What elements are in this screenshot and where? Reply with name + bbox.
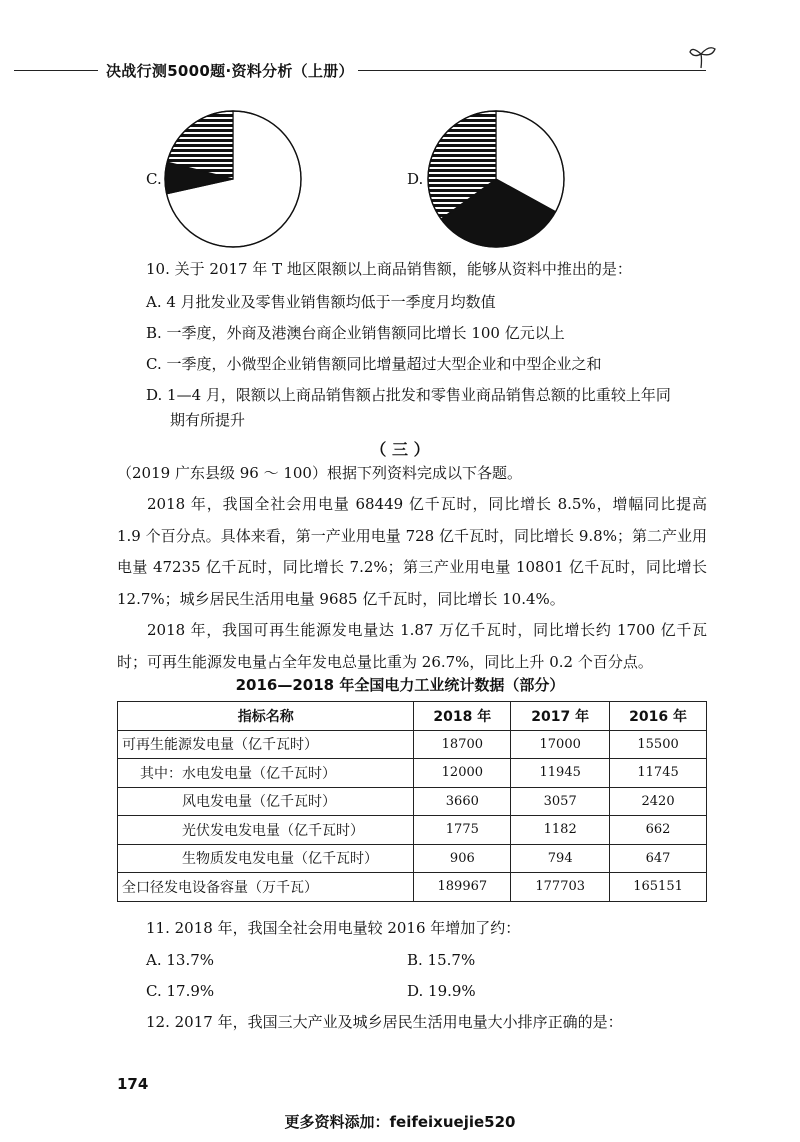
table-row (118, 844, 707, 873)
row-label: 可再生能源发电量（亿千瓦时） (118, 730, 414, 759)
cell-2016: 165151 (610, 873, 707, 902)
section-source: （2019 广东县级 96 ～ 100）根据下列资料完成以下各题。 (117, 464, 522, 482)
cell-2016: 662 (610, 816, 707, 845)
cell-2017: 3057 (511, 787, 610, 816)
running-header (14, 58, 719, 82)
question-11-option-c: C. 17.9% (146, 982, 215, 1000)
header-rule-left (14, 70, 98, 71)
cell-2018: 12000 (414, 759, 511, 788)
row-label: 生物质发电发电量（亿千瓦时） (118, 844, 414, 873)
pie-label-d: D. (407, 170, 424, 188)
cell-2016: 11745 (610, 759, 707, 788)
sprout-icon (688, 40, 718, 70)
question-12-stem: 12. 2017 年，我国三大产业及城乡居民生活用电量大小排序正确的是： (146, 1013, 623, 1031)
question-11-option-d: D. 19.9% (407, 982, 476, 1000)
paragraph-1: 2018 年，我国全社会用电量 68449 亿千瓦时，同比增长 8.5%，增幅同比提高 1.9 个百分点。具体来看，第一产业用电量 728 亿千瓦时，同比增长 9.8%；第二产业用电量 47235 亿千瓦时，同比增长 7.2%；第三产业用电量 10801 亿千瓦时，同比增长 12.7%；城乡居民生活用电量 9685 亿千瓦时，同比增长 10.4%。 (117, 495, 707, 608)
cell-2017: 794 (511, 844, 610, 873)
section-title: （ 三 ） (370, 440, 430, 459)
cell-2017: 177703 (511, 873, 610, 902)
table-title: 2016—2018 年全国电力工业统计数据（部分） (235, 676, 565, 694)
cell-2018: 906 (414, 844, 511, 873)
row-label: 风电发电量（亿千瓦时） (118, 787, 414, 816)
header-rule-right (358, 70, 706, 71)
question-10-option-d-cont: 期有所提升 (170, 411, 246, 429)
header-title: 决战行测5000题·资料分析（上册） (106, 62, 354, 80)
row-label: 全口径发电设备容量（万千瓦） (118, 873, 414, 902)
row-label: 光伏发电发电量（亿千瓦时） (118, 816, 414, 845)
page-number: 174 (117, 1075, 149, 1093)
question-10-option-d: D. 1—4 月，限额以上商品销售额占批发和零售业商品销售总额的比重较上年同 (146, 386, 671, 404)
row-label: 其中：水电发电量（亿千瓦时） (118, 759, 414, 788)
question-10-option-a: A. 4 月批发业及零售业销售额均低于一季度月均数值 (146, 293, 496, 311)
table-header-cell: 2016 年 (610, 702, 707, 731)
question-10-option-c: C. 一季度，小微型企业销售额同比增量超过大型企业和中型企业之和 (146, 355, 602, 373)
cell-2016: 647 (610, 844, 707, 873)
question-10-option-b: B. 一季度，外商及港澳台商企业销售额同比增长 100 亿元以上 (146, 324, 565, 342)
paragraph-2: 2018 年，我国可再生能源发电量达 1.87 万亿千瓦时，同比增长约 1700 亿千瓦时；可再生能源发电量占全年发电总量比重为 26.7%，同比上升 0.2 个百分点。 (117, 621, 707, 671)
table-row (118, 730, 707, 759)
table-header-cell: 指标名称 (118, 702, 414, 731)
table-row (118, 873, 707, 902)
cell-2016: 15500 (610, 730, 707, 759)
cell-2017: 11945 (511, 759, 610, 788)
table-header-cell: 2017 年 (511, 702, 610, 731)
table-header-row (118, 702, 707, 731)
stats-table (117, 701, 707, 902)
footer-note: 更多资料添加：feifeixuejie520 (284, 1113, 516, 1131)
cell-2018: 3660 (414, 787, 511, 816)
table-header-cell: 2018 年 (414, 702, 511, 731)
cell-2018: 1775 (414, 816, 511, 845)
table-row (118, 759, 707, 788)
pie-chart-d (426, 109, 566, 249)
cell-2018: 189967 (414, 873, 511, 902)
pie-label-c: C. (146, 170, 162, 188)
cell-2016: 2420 (610, 787, 707, 816)
table-row (118, 787, 707, 816)
question-11-option-a: A. 13.7% (146, 951, 215, 969)
table-row (118, 816, 707, 845)
question-10-stem: 10. 关于 2017 年 T 地区限额以上商品销售额，能够从资料中推出的是： (146, 260, 632, 278)
pie-chart-c (163, 109, 303, 249)
question-11-option-b: B. 15.7% (407, 951, 476, 969)
cell-2017: 1182 (511, 816, 610, 845)
cell-2017: 17000 (511, 730, 610, 759)
cell-2018: 18700 (414, 730, 511, 759)
question-11-stem: 11. 2018 年，我国全社会用电量较 2016 年增加了约： (146, 919, 521, 937)
